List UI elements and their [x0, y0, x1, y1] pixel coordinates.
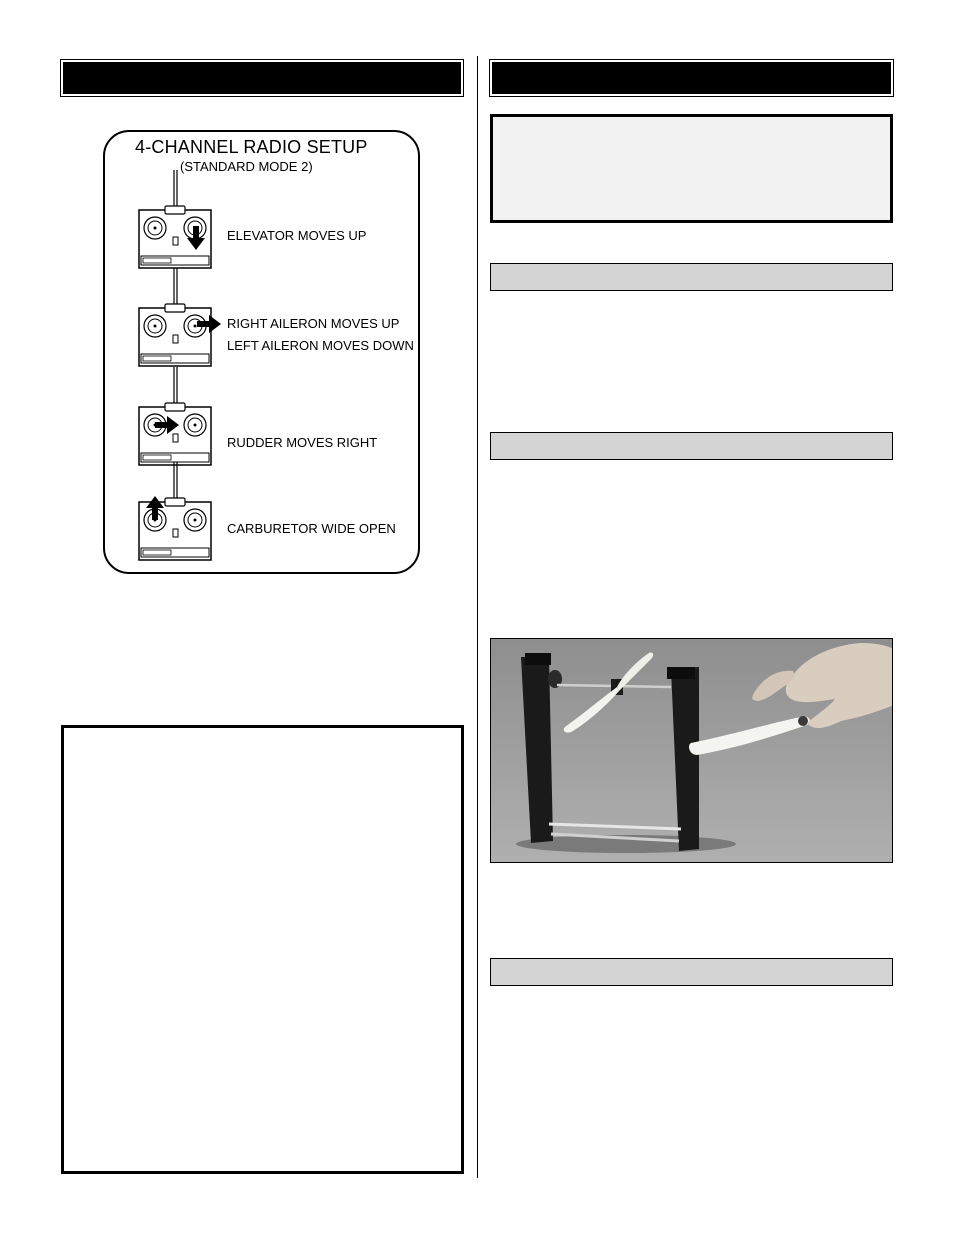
- radio-setup-title: 4-CHANNEL RADIO SETUP: [135, 137, 368, 157]
- control-label: CARBURETOR WIDE OPEN: [227, 521, 396, 536]
- right-arrow-icon: [197, 315, 221, 333]
- radio-setup-subtitle: (STANDARD MODE 2): [180, 159, 313, 174]
- section-heading-bar-1: [490, 263, 893, 291]
- transmitter-icon: [137, 357, 213, 467]
- control-label: LEFT AILERON MOVES DOWN: [227, 338, 414, 353]
- control-label: RIGHT AILERON MOVES UP: [227, 316, 400, 331]
- right-section-header-bar: [492, 62, 891, 94]
- transmitter-icon: [137, 160, 213, 270]
- radio-setup-figure: [103, 130, 420, 574]
- propeller-balancer-photo: [490, 638, 893, 863]
- section-heading-bar-2: [490, 432, 893, 460]
- down-arrow-icon: [187, 226, 205, 250]
- up-arrow-icon: [146, 496, 164, 520]
- right-arrow-icon: [155, 416, 179, 434]
- info-callout-box: [490, 114, 893, 223]
- transmitter-icon: [137, 258, 213, 368]
- balancer-illustration: [491, 639, 893, 863]
- column-divider: [477, 56, 478, 1178]
- control-label: ELEVATOR MOVES UP: [227, 228, 367, 243]
- section-heading-bar-3: [490, 958, 893, 986]
- left-bordered-box: [61, 725, 464, 1174]
- left-section-header-bar: [63, 62, 461, 94]
- control-label: RUDDER MOVES RIGHT: [227, 435, 378, 450]
